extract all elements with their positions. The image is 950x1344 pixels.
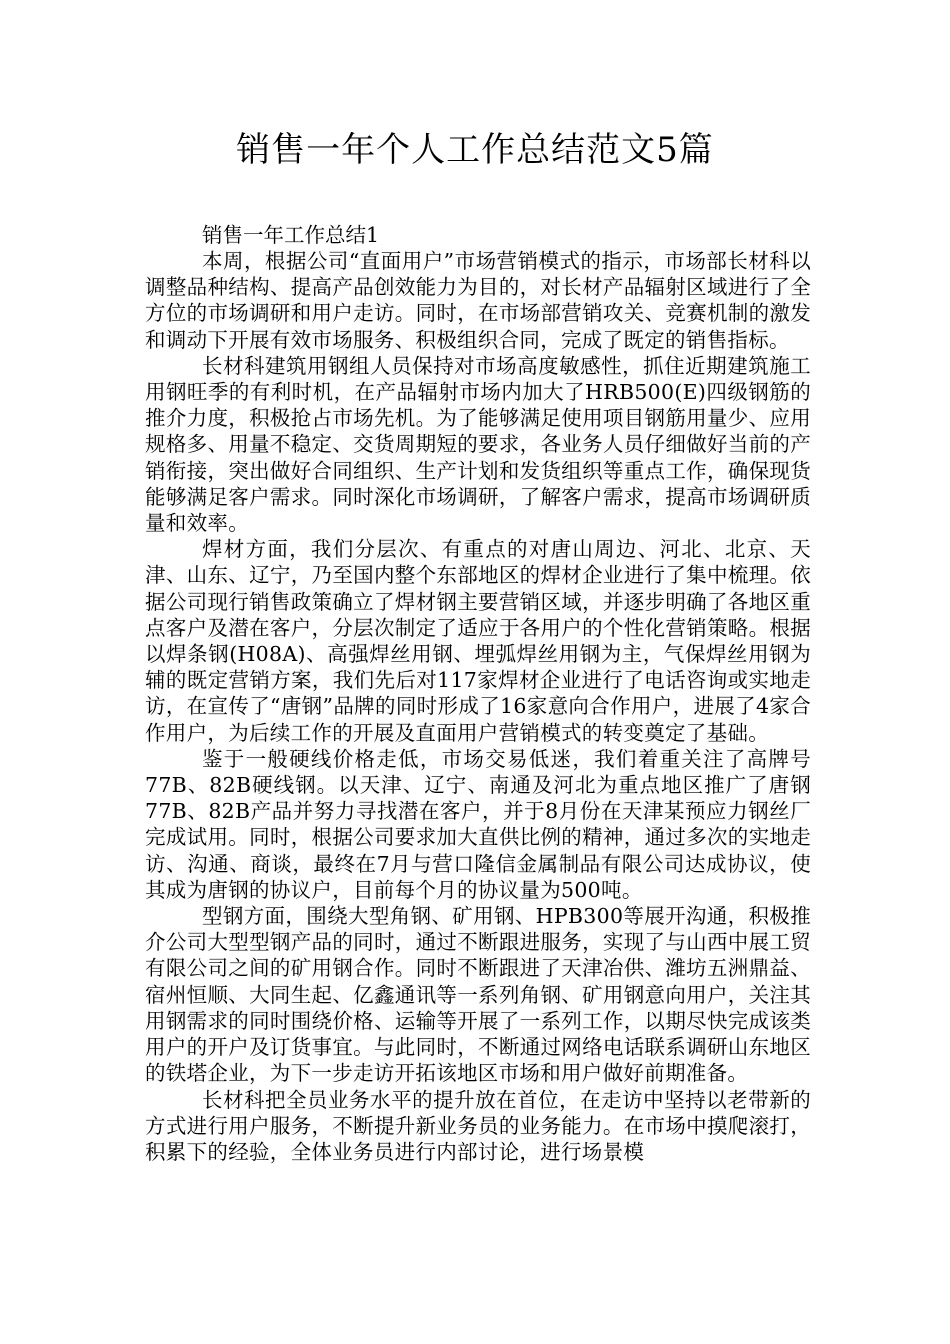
paragraph-5: 型钢方面，围绕大型角钢、矿用钢、HPB300等展开沟通，积极推介公司大型型钢产品的同时，通过不断跟进服务，实现了与山西中展工贸有限公司之间的矿用钢合作。同时不断跟进了天津冶供、潍坊五洲鼎益、宿州恒顺、大同生起、亿鑫通讯等一系列角钢、矿用钢意向用户，关注其用钢需求的同时围绕价格、运输等开展了一系列工作，以期尽快完成该类用户的开户及订货事宜。与此同时，不断通过网络电话联系调研山东地区的铁塔企业，为下一步走访开拓该地区市场和用户做好前期准备。 xyxy=(145,904,811,1086)
paragraph-3: 焊材方面，我们分层次、有重点的对唐山周边、河北、北京、天津、山东、辽宁，乃至国内整个东部地区的焊材企业进行了集中梳理。依据公司现行销售政策确立了焊材钢主要营销区域，并逐步明确了各地区重点客户及潜在客户，分层次制定了适应于各用户的个性化营销策略。根据以焊条钢(H08A)、高强焊丝用钢、埋弧焊丝用钢为主，气保焊丝用钢为辅的既定营销方案，我们先后对117家焊材企业进行了电话咨询或实地走访，在宣传了“唐钢”品牌的同时形成了16家意向合作用户，进展了4家合作用户，为后续工作的开展及直面用户营销模式的转变奠定了基础。 xyxy=(145,537,811,745)
paragraph-6: 长材科把全员业务水平的提升放在首位，在走访中坚持以老带新的方式进行用户服务，不断提升新业务员的业务能力。在市场中摸爬滚打，积累下的经验，全体业务员进行内部讨论，进行场景模 xyxy=(145,1087,811,1164)
paragraph-1: 本周，根据公司“直面用户”市场营销模式的指示，市场部长材科以调整品种结构、提高产品创效能力为目的，对长材产品辐射区域进行了全方位的市场调研和用户走访。同时，在市场部营销攻关、竞赛机制的激发和调动下开展有效市场服务、积极组织合同，完成了既定的销售指标。 xyxy=(145,249,811,352)
paragraph-2: 长材科建筑用钢组人员保持对市场高度敏感性，抓住近期建筑施工用钢旺季的有利时机，在产品辐射市场内加大了HRB500(E)四级钢筋的推介力度，积极抢占市场先机。为了能够满足使用项目钢筋用量少、应用规格多、用量不稳定、交货周期短的要求，各业务人员仔细做好当前的产销衔接，突出做好合同组织、生产计划和发货组织等重点工作，确保现货能够满足客户需求。同时深化市场调研，了解客户需求，提高市场调研质量和效率。 xyxy=(145,353,811,536)
document-body xyxy=(145,222,811,1165)
document-title: 销售一年个人工作总结范文5篇 xyxy=(236,130,714,170)
paragraph-4: 鉴于一般硬线价格走低，市场交易低迷，我们着重关注了高牌号77B、82B硬线钢。以天津、辽宁、南通及河北为重点地区推广了唐钢77B、82B产品并努力寻找潜在客户，并于8月份在天津某预应力钢丝厂完成试用。同时，根据公司要求加大直供比例的精神，通过多次的实地走访、沟通、商谈，最终在7月与营口隆信金属制品有限公司达成协议，使其成为唐钢的协议户，目前每个月的协议量为500吨。 xyxy=(145,746,811,902)
section-heading: 销售一年工作总结1 xyxy=(202,223,380,247)
